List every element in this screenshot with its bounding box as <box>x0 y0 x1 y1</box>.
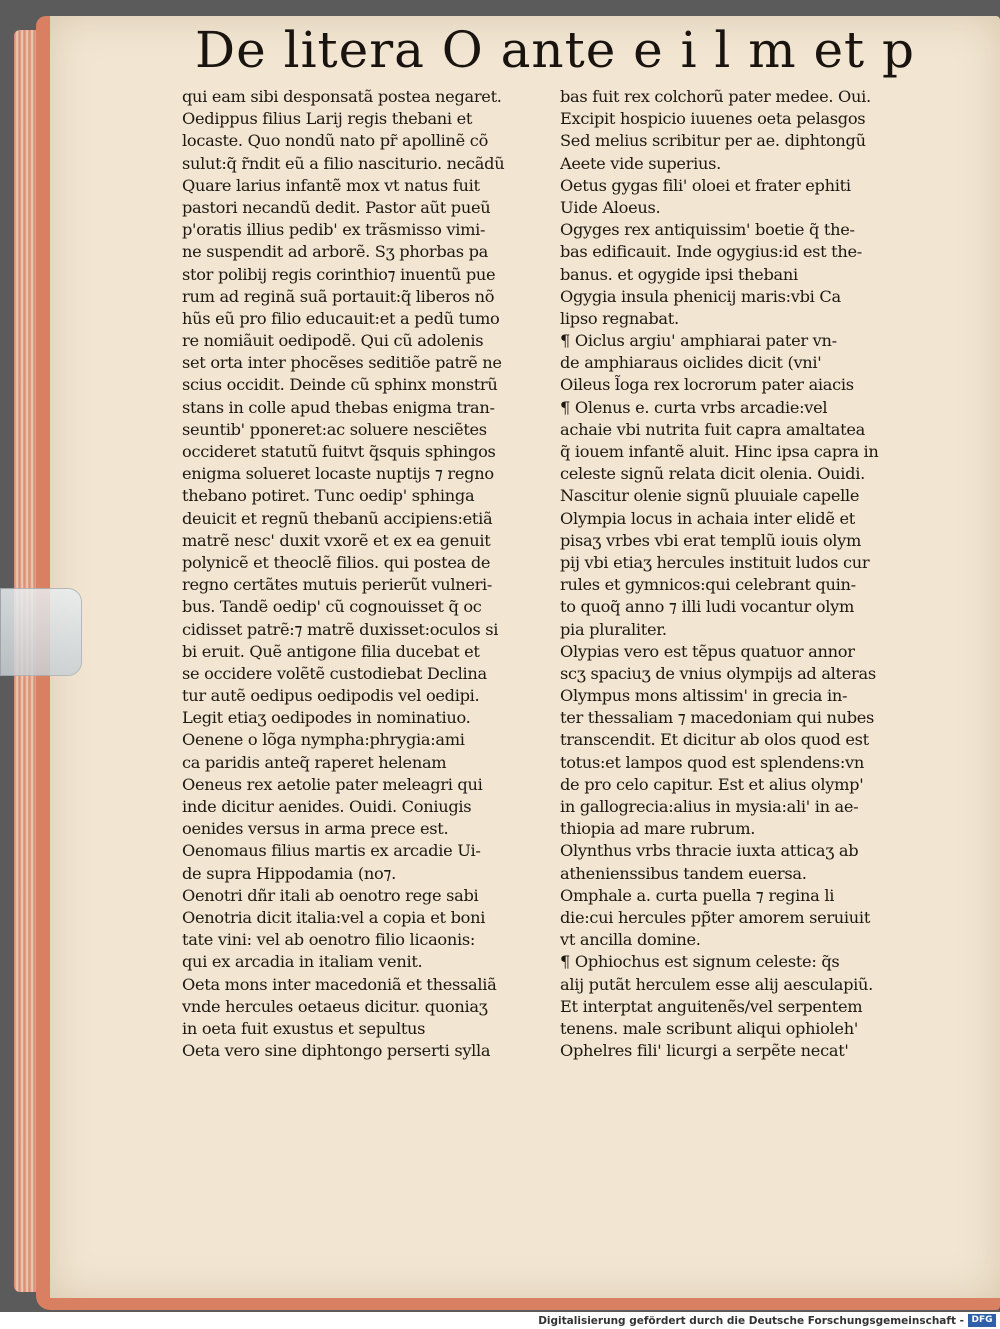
text-line: inde dicitur aenides. Ouidi. Coniugis <box>182 797 472 816</box>
running-head-word: O <box>441 21 484 79</box>
text-line: enigma solueret locaste nuptijs ⁊ regno <box>182 464 494 484</box>
left-text-column <box>182 86 554 1062</box>
text-line: pia pluraliter. <box>560 619 667 639</box>
text-line: tur autẽ oedipus oedipodis vel oedipi. <box>182 686 480 706</box>
text-line: Oeta mons inter macedoniã et thessaliã <box>182 974 497 994</box>
text-line: qui ex arcadia in italiam venit. <box>182 952 423 972</box>
running-head-word: ante <box>500 21 617 79</box>
footer-bar <box>0 1312 1000 1329</box>
text-line: Oileus l̃oga rex locrorum pater aiacis <box>560 375 854 395</box>
text-line: Oenotri dñr itali ab oenotro rege sabi <box>182 885 479 905</box>
text-line: q̃ iouem infantẽ aluit. Hinc ipsa capra in <box>560 442 879 461</box>
running-head-word: l <box>714 21 732 79</box>
text-line: seuntib' pponeret:ac soluere nesciẽtes <box>182 419 487 439</box>
text-line: Oenotria dicit italia:vel a copia et boni <box>182 907 486 927</box>
text-line: regno certãtes mutuis perierũt vulneri- <box>182 575 493 595</box>
text-line: Quare larius infantẽ mox vt natus fuit <box>182 175 480 195</box>
text-line: stor polibij regis corinthio⁊ inuentũ pue <box>182 264 496 284</box>
text-line: re nomiãuit oedipodẽ. Qui cũ adolenis <box>182 331 484 351</box>
text-line: celeste signũ relata dicit olenia. Ouidi. <box>560 464 865 484</box>
text-line: lipso regnabat. <box>560 308 679 328</box>
text-line: ne suspendit ad arborẽ. Sʒ phorbas pa <box>182 242 489 262</box>
running-head-word: p <box>881 21 915 79</box>
text-line: Olympia locus in achaia inter elidẽ et <box>560 508 855 528</box>
text-line: ¶ Oiclus argiu' amphiarai pater vn- <box>560 331 837 351</box>
text-line: Excipit hospicio iuuenes oeta pelasgos <box>560 109 866 129</box>
text-line: occideret statutũ fuitvt q̃squis sphingos <box>182 442 496 461</box>
text-line: Oetus gygas fili' oloei et frater ephiti <box>560 175 851 195</box>
text-line: Oenomaus filius martis ex arcadie Ui- <box>182 841 481 861</box>
text-line: matrẽ nesc' duxit vxorẽ et ex ea genuit <box>182 530 491 550</box>
page-clip <box>0 588 82 676</box>
text-line: Olypias vero est tẽpus quatuor annor <box>560 641 855 661</box>
text-line: qui eam sibi desponsatã postea negaret. <box>182 87 502 106</box>
text-line: Omphale a. curta puella ⁊ regina li <box>560 885 835 905</box>
text-line: Legit etiaʒ oedipodes in nominatiuo. <box>182 708 471 728</box>
text-line: pij vbi etiaʒ hercules instituit ludos cur <box>560 552 870 572</box>
text-line: athenienssibus tandem euersa. <box>560 863 807 883</box>
funding-note: Digitalisierung gefördert durch die Deutsche Forschungsgemeinschaft - <box>538 1314 964 1327</box>
text-line: de pro celo capitur. Est et alius olymp' <box>560 774 864 794</box>
text-line: bas fuit rex colchorũ pater medee. Oui. <box>560 87 871 106</box>
text-line: rum ad reginã suã portauit:q̃ liberos nõ <box>182 286 495 306</box>
text-line: alij putãt herculem esse alij aesculapiũ. <box>560 974 874 994</box>
text-line: in oeta fuit exustus et sepultus <box>182 1018 426 1038</box>
text-line: locaste. Quo nondũ nato pr̃ apollinẽ cõ <box>182 131 489 151</box>
right-text-column <box>560 86 912 1062</box>
text-line: p'oratis illius pedib' ex trãsmisso vimi- <box>182 220 486 240</box>
text-line: Oedippus filius Larij regis thebani et <box>182 109 473 129</box>
text-line: tenens. male scribunt aliqui ophioleh' <box>560 1018 858 1038</box>
running-head-word: i <box>680 21 698 79</box>
dfg-logo-icon: DFG <box>968 1314 996 1327</box>
text-line: Uide Aloeus. <box>560 197 661 217</box>
text-line: totus:et lampos quod est splendens:vn <box>560 752 864 772</box>
text-line: ¶ Olenus e. curta vrbs arcadie:vel <box>560 397 828 417</box>
text-line: ¶ Ophiochus est signum celeste: q̃s <box>560 952 840 972</box>
text-line: ter thessaliam ⁊ macedoniam qui nubes <box>560 708 875 728</box>
text-line: set orta inter phocẽses seditiõe patrẽ ne <box>182 353 502 373</box>
text-line: scʒ spaciuʒ de vnius olympijs ad alteras <box>560 663 876 683</box>
text-line: bas edificauit. Inde ogygius:id est the- <box>560 242 862 262</box>
text-line: vt ancilla domine. <box>560 930 701 950</box>
text-line: Olynthus vrbs thracie iuxta atticaʒ ab <box>560 841 859 861</box>
text-line: Nascitur olenie signũ pluuiale capelle <box>560 486 860 506</box>
text-line: rules et gymnicos:qui celebrant quin- <box>560 575 856 595</box>
text-line: Oenene o lõga nympha:phrygia:ami <box>182 730 465 750</box>
text-line: to quoq̃ anno ⁊ illi ludi vocantur olym <box>560 597 855 617</box>
text-line: die:cui hercules pp̃ter amorem seruiuit <box>560 907 871 927</box>
text-line: ca paridis anteq̃ raperet helenam <box>182 752 447 772</box>
text-line: Ogygia insula phenicij maris:vbi Ca <box>560 286 841 306</box>
text-line: vnde hercules oetaeus dicitur. quoniaʒ <box>182 996 488 1016</box>
running-head <box>195 10 915 90</box>
running-head-word: De litera <box>195 21 425 79</box>
text-line: banus. et ogygide ipsi thebani <box>560 264 798 284</box>
text-line: cidisset patrẽ:⁊ matrẽ duxisset:oculos si <box>182 619 499 639</box>
text-line: se occidere volẽtẽ custodiebat Declina <box>182 663 487 683</box>
text-line: oenides versus in arma prece est. <box>182 819 449 839</box>
text-line: hũs eũ pro filio educauit:et a pedũ tumo <box>182 308 500 328</box>
text-line: stans in colle apud thebas enigma tran- <box>182 397 495 417</box>
running-head-word: et <box>813 21 866 79</box>
text-line: de amphiaraus oiclides dicit (vni' <box>560 353 822 373</box>
text-line: Ogyges rex antiquissim' boetie q̃ the- <box>560 220 855 240</box>
text-line: Oeta vero sine diphtongo perserti sylla <box>182 1041 491 1061</box>
text-line: Ophelres fili' licurgi a serpẽte necat' <box>560 1041 849 1061</box>
text-line: sulut:q̃ r̃ndit eũ a filio nasciturio. necãdũ <box>182 153 505 173</box>
text-line: deuicit et regnũ thebanũ accipiens:etiã <box>182 508 493 528</box>
text-line: bus. Tandẽ oedip' cũ cognouisset q̃ oc <box>182 597 482 617</box>
text-line: thiopia ad mare rubrum. <box>560 819 756 839</box>
text-line: polynicẽ et theoclẽ filios. qui postea de <box>182 552 491 572</box>
text-line: de supra Hippodamia (no⁊. <box>182 863 396 883</box>
text-line: pisaʒ vrbes vbi erat templũ iouis olym <box>560 530 862 550</box>
text-line: transcendit. Et dicitur ab olos quod est <box>560 730 869 750</box>
text-line: tate vini: vel ab oenotro filio licaonis: <box>182 930 476 950</box>
text-line: in gallogrecia:alius in mysia:ali' in ae- <box>560 797 859 816</box>
text-line: bi eruit. Quẽ antigone filia ducebat et <box>182 641 480 661</box>
text-line: scius occidit. Deinde cũ sphinx monstrũ <box>182 375 498 395</box>
running-head-word: e <box>633 21 664 79</box>
text-line: Aeete vide superius. <box>560 153 721 173</box>
text-line: Oeneus rex aetolie pater meleagri qui <box>182 774 483 794</box>
text-line: pastori necandũ dedit. Pastor aũt pueũ <box>182 197 491 217</box>
text-line: Et interptat anguitenẽs/vel serpentem <box>560 996 863 1016</box>
text-line: achaie vbi nutrita fuit capra amaltatea <box>560 419 865 439</box>
running-head-word: m <box>748 21 797 79</box>
text-line: Olympus mons altissim' in grecia in- <box>560 686 848 706</box>
text-line: thebano potiret. Tunc oedip' sphinga <box>182 486 475 506</box>
text-line: Sed melius scribitur per ae. diphtongũ <box>560 131 866 151</box>
